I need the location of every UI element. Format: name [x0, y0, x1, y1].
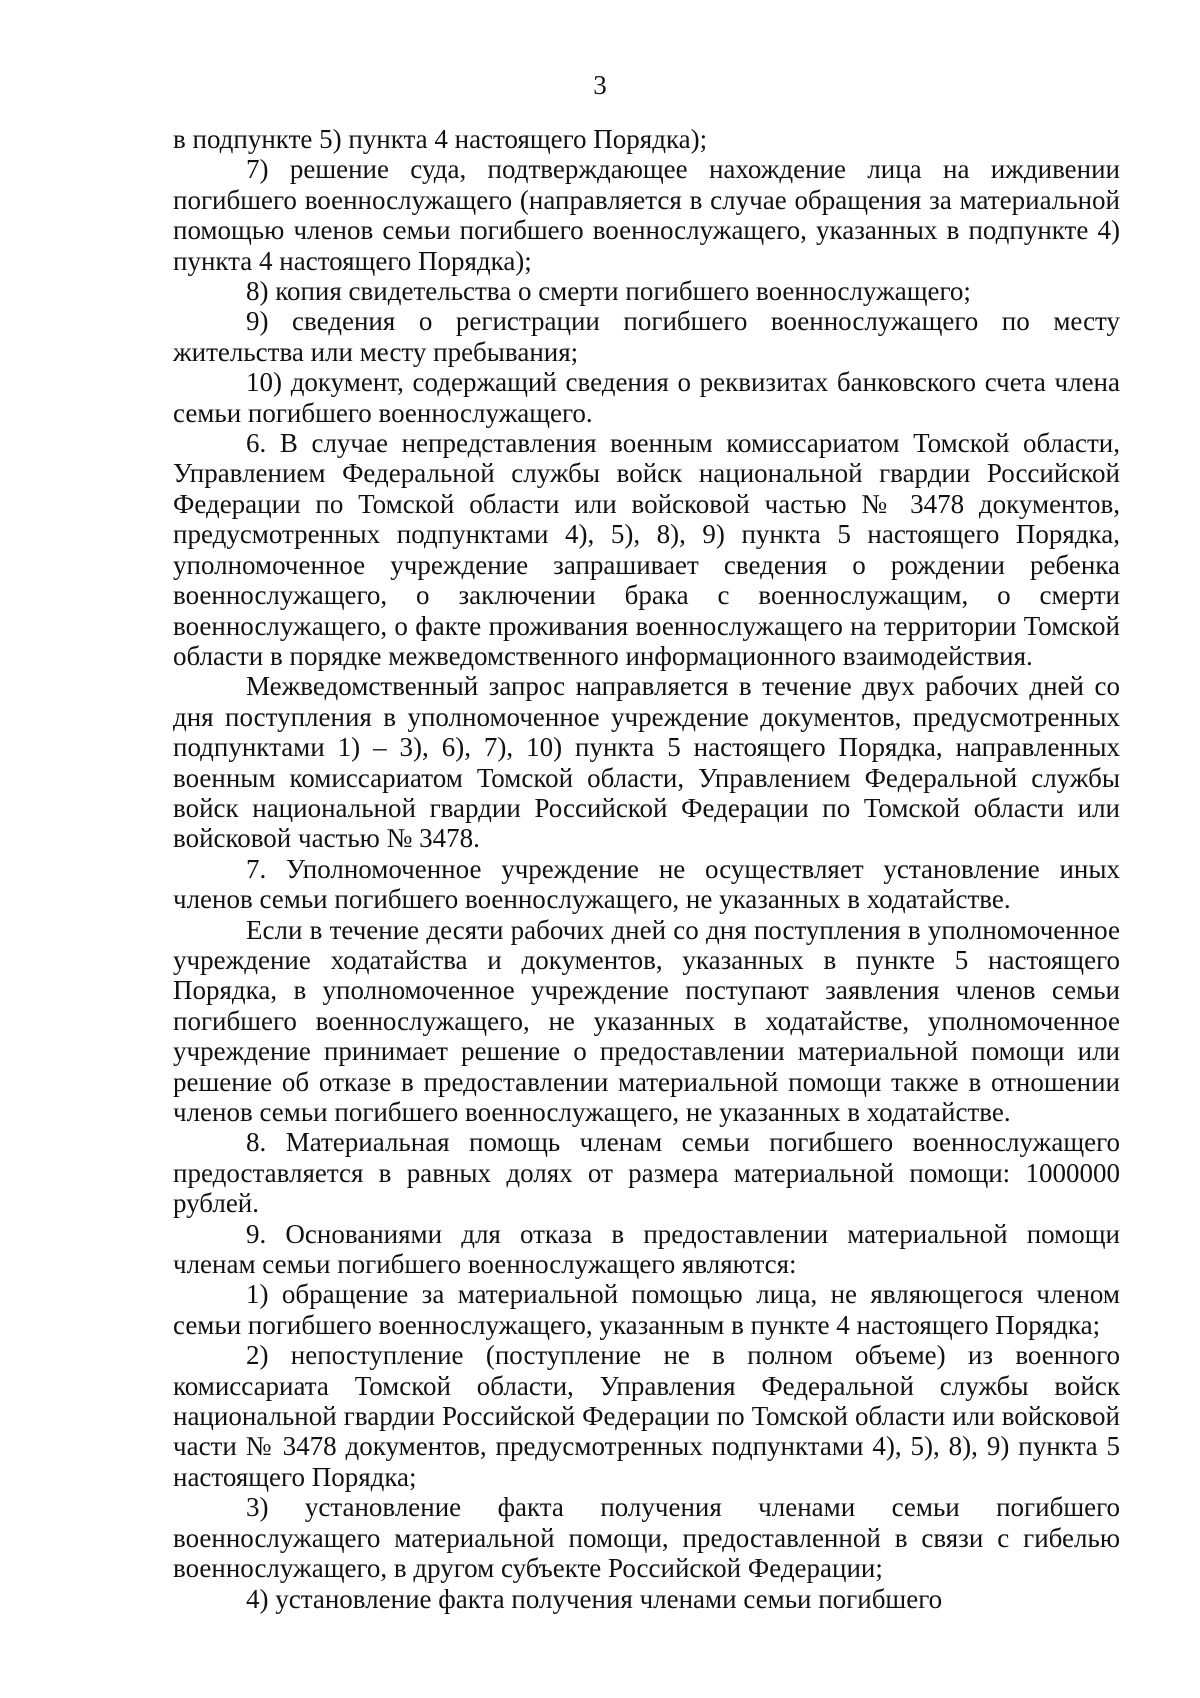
paragraph-refusal-3: 3) установление факта получения членами семьи погибшего военнослужащего материальной помощи, предоставленной в связи с гибелью военнослужащего, в другом субъекте Российской Федерации; — [173, 1492, 1120, 1584]
paragraph-clause-7-continuation: Если в течение десяти рабочих дней со дня поступления в уполномоченное учреждение ходатайства и документов, указанных в пункте 5 настоящего Порядка, в уполномоченное учреждение поступают заявления членов семьи погибшего военнослужащего, не указанных в ходатайстве, уполномоченное учреждение принимает решение о предоставлении материальной помощи или решение об отказе в предоставлении материальной помощи также в отношении членов семьи погибшего военнослужащего, не указанных в ходатайстве. — [173, 914, 1120, 1127]
paragraph-item-7: 7) решение суда, подтверждающее нахождение лица на иждивении погибшего военнослужащего (направляется в случае обращения за материальной помощью членов семьи погибшего военнослужащего, указанных в подпункте 4) пункта 4 настоящего Порядка); — [173, 154, 1120, 276]
document-body — [173, 124, 1120, 1614]
paragraph-clause-6: 6. В случае непредставления военным комиссариатом Томской области, Управлением Федеральной службы войск национальной гвардии Российской Федерации по Томской области или войсковой частью № 3478 документов, предусмотренных подпунктами 4), 5), 8), 9) пункта 5 настоящего Порядка, уполномоченное учреждение запрашивает сведения о рождении ребенка военнослужащего, о заключении брака с военнослужащим, о смерти военнослужащего, о факте проживания военнослужащего на территории Томской области в порядке межведомственного информационного взаимодействия. — [173, 428, 1120, 671]
paragraph-clause-7: 7. Уполномоченное учреждение не осуществляет установление иных членов семьи погибшего военнослужащего, не указанных в ходатайстве. — [173, 853, 1120, 915]
paragraph-refusal-2: 2) непоступление (поступление не в полном объеме) из военного комиссариата Томской области, Управления Федеральной службы войск национальной гвардии Российской Федерации по Томской области или войсковой части № 3478 документов, предусмотренных подпунктами 4), 5), 8), 9) пункта 5 настоящего Порядка; — [173, 1340, 1120, 1492]
paragraph-item-8: 8) копия свидетельства о смерти погибшего военнослужащего; — [246, 276, 971, 307]
paragraph-clause-8: 8. Материальная помощь членам семьи погибшего военнослужащего предоставляется в равных долях от размера материальной помощи: 1000000 рублей. — [173, 1127, 1120, 1219]
paragraph-item-10: 10) документ, содержащий сведения о реквизитах банковского счета члена семьи погибшего военнослужащего. — [173, 367, 1120, 428]
paragraph-continuation: в подпункте 5) пункта 4 настоящего Порядка); — [173, 124, 708, 154]
paragraph-item-9: 9) сведения о регистрации погибшего военнослужащего по месту жительства или месту пребывания; — [173, 306, 1120, 367]
paragraph-refusal-4: 4) установление факта получения членами семьи погибшего — [246, 1583, 943, 1614]
paragraph-refusal-1: 1) обращение за материальной помощью лица, не являющегося членом семьи погибшего военнослужащего, указанным в пункте 4 настоящего Порядка; — [173, 1279, 1120, 1340]
paragraph-clause-9: 9. Основаниями для отказа в предоставлении материальной помощи членам семьи погибшего военнослужащего являются: — [173, 1218, 1120, 1280]
page-number: 3 — [593, 70, 607, 100]
paragraph-interagency-request: Межведомственный запрос направляется в течение двух рабочих дней со дня поступления в уполномоченное учреждение документов, предусмотренных подпунктами 1) – 3), 6), 7), 10) пункта 5 настоящего Порядка, направленных военным комиссариатом Томской области, Управлением Федеральной службы войск национальной гвардии Российской Федерации по Томской области или войсковой частью № 3478. — [173, 671, 1120, 854]
